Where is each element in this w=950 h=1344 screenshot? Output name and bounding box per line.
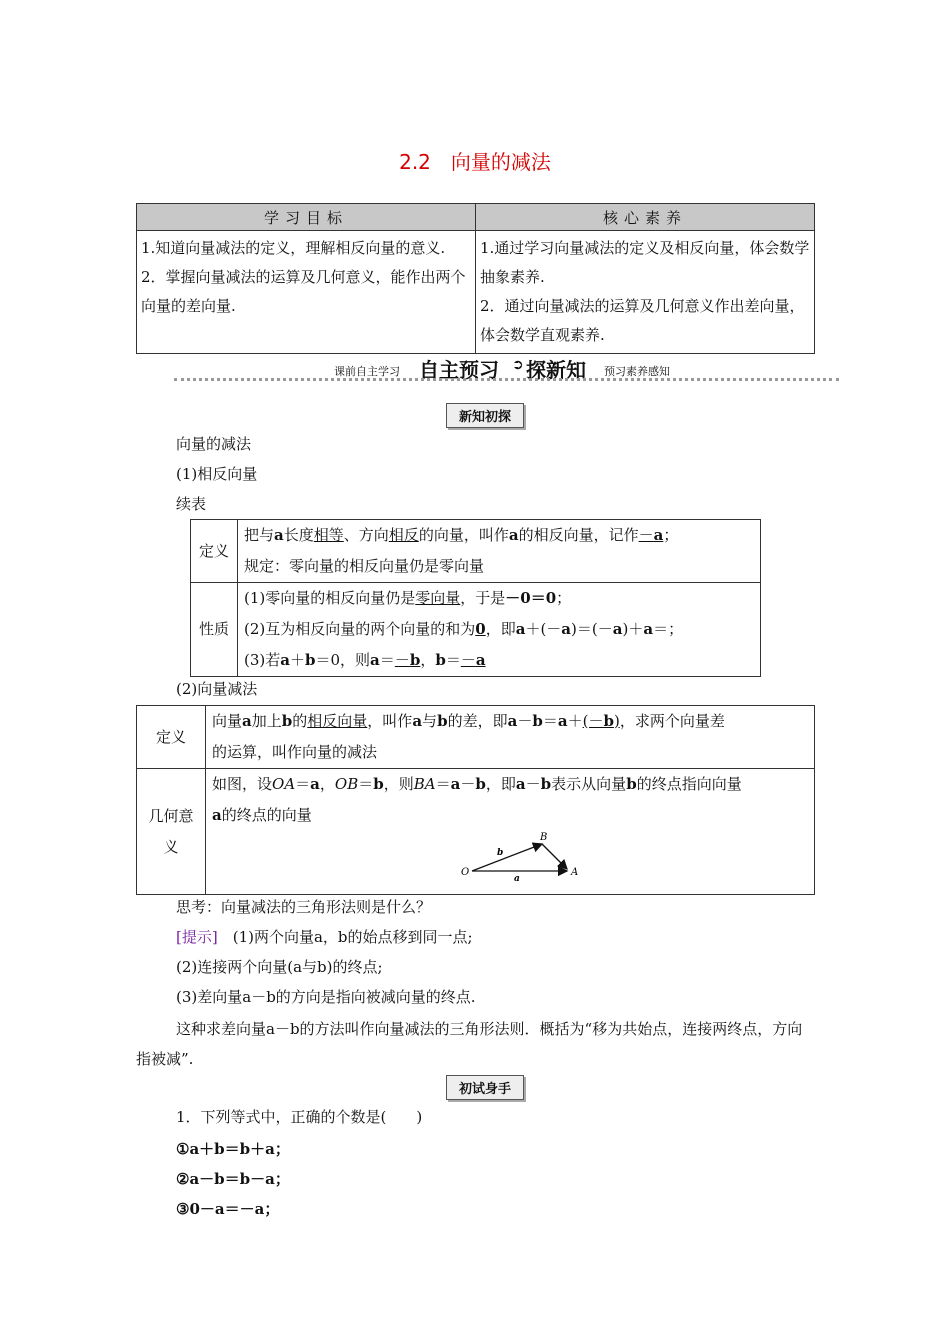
goal-item: 2．掌握向量减法的运算及几何意义，能作出两个向量的差向量. [141,268,466,315]
prop-label: 性质 [191,583,238,677]
rule-text: 规定：零向量的相反向量仍是零向量 [244,557,485,575]
summary-paragraph: 这种求差向量a－b的方法叫作向量减法的三角形法则．概括为“移为共始点，连接两终点，方向指被减”. [136,1020,803,1068]
option-1: ①a＋b＝b＋a； [176,1140,290,1158]
banner-right-label: 预习素养感知 [604,365,670,378]
def-cell: 把与a长度相等、方向相反的向量，叫作a的相反向量，记作－a； 规定：零向量的相反向量仍是零向量 [238,520,761,583]
label-A: A [571,867,579,878]
heading: 向量的减法 [176,435,252,453]
section-new-knowledge: 新知初探 [446,403,524,428]
def-cell-2: 向量a加上b的相反向量，叫作a与b的差，即a－b＝a＋(－b)，求两个向量差 的运算，叫作向量的减法 [206,706,815,769]
continued-label: 续表 [176,495,207,513]
page-title: 2.2 向量的减法 [399,150,551,174]
goal-item: 1.知道向量减法的定义，理解相反向量的意义. [141,239,446,257]
geo-text-tail: 的终点的向量 [221,806,312,824]
hint-label: [提示] [176,928,218,946]
subtraction-table [136,705,815,895]
hint-text-1: (1)两个向量a，b的始点移到同一点; [232,928,473,946]
label-O: O [461,867,470,878]
arrow-icon: ➲ [512,357,524,373]
question-1: 1．下列等式中，正确的个数是( ) [176,1108,423,1126]
label-B: B [540,832,548,843]
core-item: 1.通过学习向量减法的定义及相反向量，体会数学抽象素养. [480,239,810,286]
core-header: 核心素养 [476,204,815,231]
opposite-vector-table [190,519,761,677]
option-2: ②a－b＝b－a； [176,1170,290,1188]
banner-title-1: 自主预习 [419,358,499,382]
banner-left-label: 课前自主学习 [334,365,400,378]
goals-header: 学习目标 [137,204,476,231]
banner-divider [174,378,839,381]
think-question: 思考：向量减法的三角形法则是什么？ [176,898,432,916]
label-b: b [497,848,504,858]
core-item: 2．通过向量减法的运算及几何意义作出差向量，体会数学直观素养. [480,297,805,344]
subheading-opposite: (1)相反向量 [176,465,258,483]
vector-b [472,844,542,871]
goals-cell [137,231,476,354]
hint-line-3: (3)差向量a－b的方向是指向被减向量的终点. [176,988,476,1006]
label-a: a [514,874,520,881]
subheading-subtraction: (2)向量减法 [176,680,258,698]
section-first-try: 初试身手 [446,1075,524,1100]
goals-table [136,203,815,354]
geo-cell: 如图，设OA＝a，OB＝b，则BA＝a－b，即a－b表示从向量b的终点指向向量 a的终点的向量 O A B a b [206,769,815,895]
vector-triangle-figure [452,831,582,881]
hint-line-1 [176,926,473,947]
vector-ba [542,844,567,869]
banner-title-2: 探新知 [526,358,586,382]
section-banner [174,354,839,382]
core-cell [476,231,815,354]
option-3: ③0－a＝－a； [176,1200,280,1218]
hint-line-2: (2)连接两个向量(a与b)的终点; [176,958,383,976]
geo-label: 几何意义 [137,769,206,895]
def-label: 定义 [191,520,238,583]
def-label-2: 定义 [137,706,206,769]
prop-cell: (1)零向量的相反向量仍是零向量，于是－0＝0； (2)互为相反向量的两个向量的和为0，即a＋(－a)＝(－a)＋a＝； (3)若a＋b＝0，则a＝－b，b＝－a [238,583,761,677]
